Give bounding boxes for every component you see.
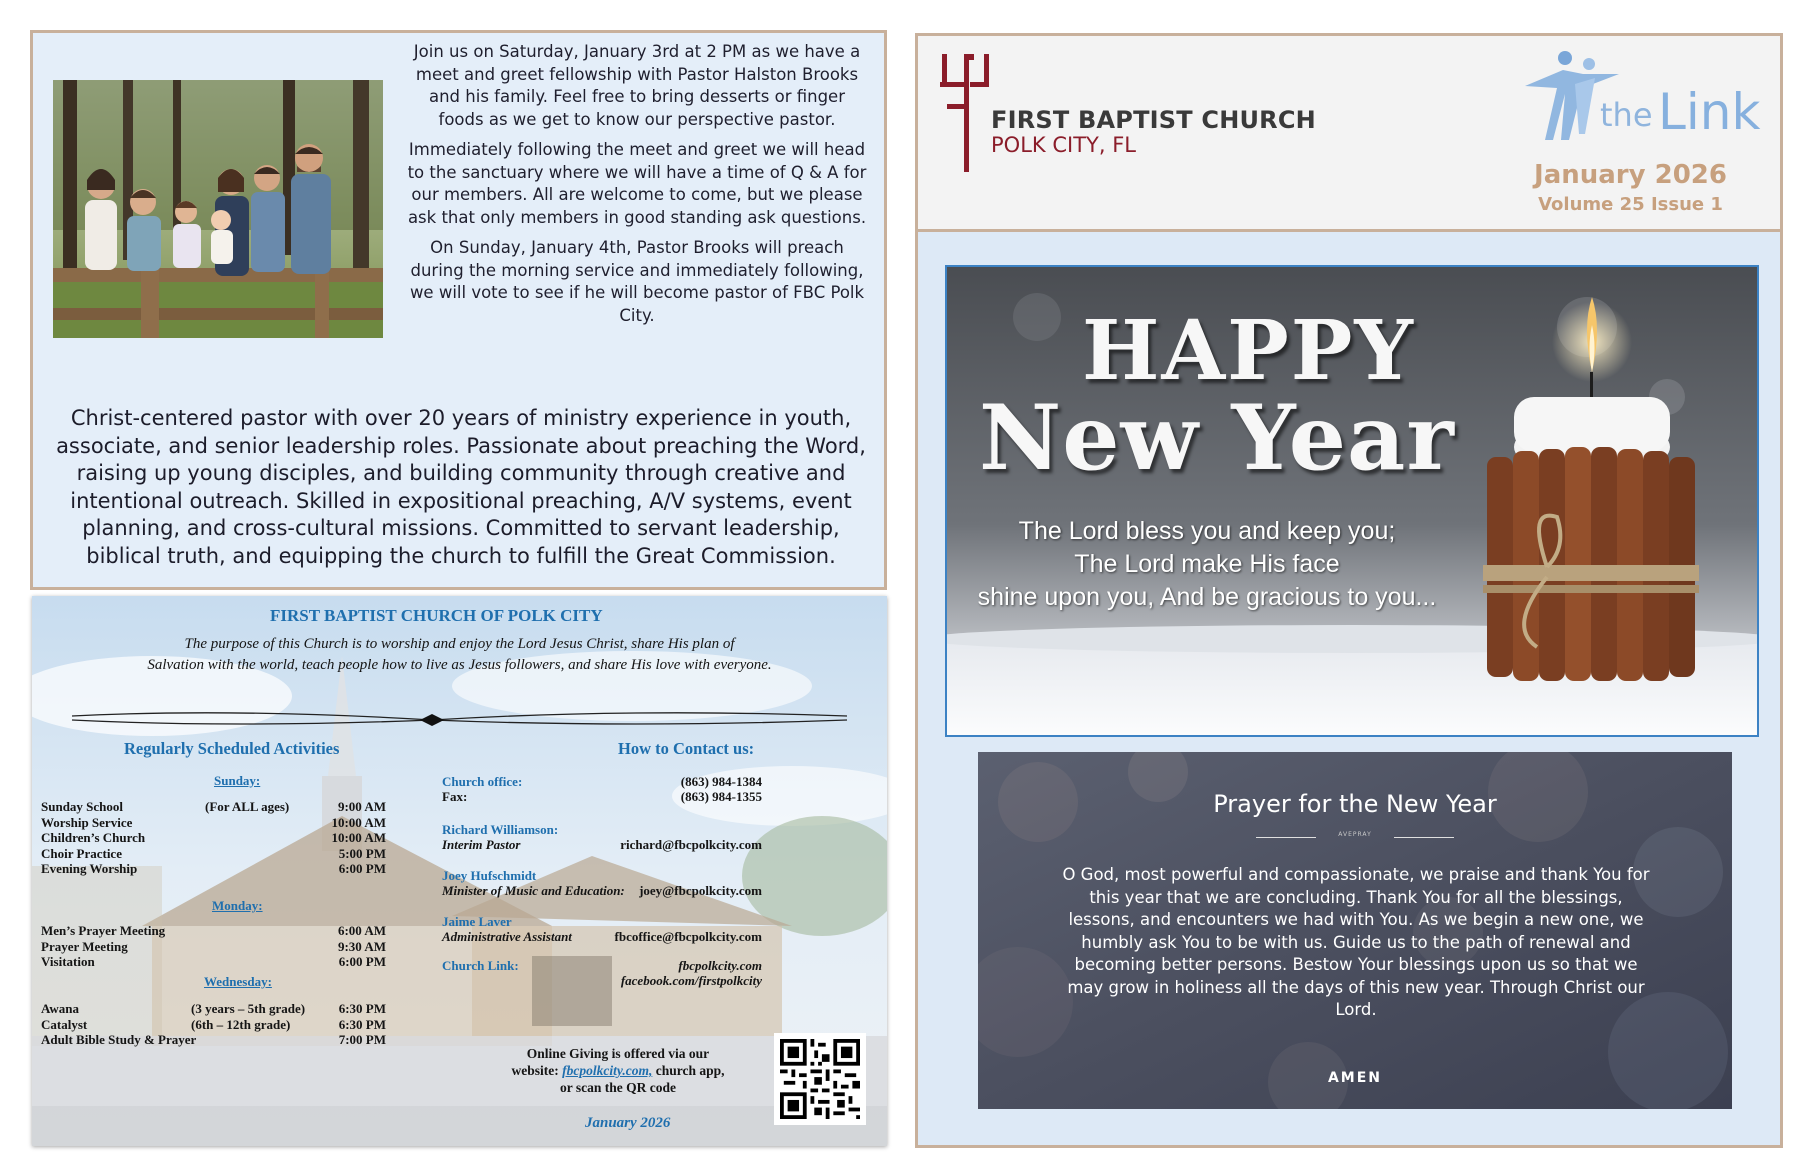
schedule-row: [41, 923, 386, 939]
person-name: Jaime Laver: [442, 914, 512, 929]
qr-code-icon: [780, 1039, 860, 1119]
pastor-bio: Christ-centered pastor with over 20 years of ministry experience in youth, associate, and senior leadership roles. Passionate about preaching the Word, raising up young disciples, and building community through creative and intentional outreach. Skilled in expositional preaching, A/V systems, event planning, and cross-cultural missions. Committed to servant leadership, biblical truth, and equipping the church to fulfill the Great Commission.: [56, 406, 866, 568]
sunday-schedule: [41, 799, 386, 877]
activity-note: (6th – 12th grade): [191, 1016, 291, 1032]
happy-heading: HAPPY: [1082, 303, 1415, 399]
activity-time: 9:00 AM: [337, 799, 386, 814]
activity-name: Sunday School: [41, 799, 124, 814]
issue-date: January 2026: [1534, 160, 1727, 190]
schedule-row: [41, 954, 386, 970]
prayer-amen: AMEN: [1327, 1070, 1383, 1086]
prayer-title: Prayer for the New Year: [1213, 790, 1497, 818]
giving-suffix: church app,: [652, 1063, 725, 1078]
activity-name: Prayer Meeting: [41, 938, 128, 954]
card-title: FIRST BAPTIST CHURCH OF POLK CITY: [270, 606, 603, 625]
activity-time: 7:00 PM: [338, 1032, 386, 1047]
activity-name: Children’s Church: [41, 830, 146, 845]
church-city: POLK CITY, FL: [991, 133, 1136, 157]
meet-and-greet-text: [405, 41, 869, 335]
activity-time: 6:00 PM: [338, 861, 386, 876]
activity-time: 6:00 PM: [338, 954, 386, 969]
schedule-row: [41, 1032, 386, 1048]
verse-line: shine upon you, And be gracious to you...: [977, 583, 1437, 611]
activity-name: Choir Practice: [41, 845, 122, 861]
verse-line: The Lord bless you and keep you;: [1018, 517, 1396, 545]
giving-line: [502, 1062, 734, 1079]
person-email[interactable]: joey@fbcpolkcity.com: [639, 883, 762, 898]
blessing-verse: [967, 515, 1447, 614]
sunday-heading: Sunday:: [214, 773, 261, 788]
contact-person: [442, 914, 762, 944]
giving-website-link[interactable]: fbcpolkcity.com,: [562, 1063, 653, 1078]
website-link[interactable]: fbcpolkcity.com: [678, 958, 762, 973]
monday-schedule: [41, 923, 386, 970]
activity-time: 10:00 AM: [331, 814, 386, 830]
welcome-paragraph: Immediately following the meet and greet we will head to the sanctuary where we will have a time of Q & A for our members. All are welcome to come, but we please ask that only members in good standing ask questions.: [407, 140, 867, 227]
schedule-row: [41, 939, 386, 955]
facebook-link[interactable]: facebook.com/firstpolkcity: [620, 973, 762, 988]
activity-time: 6:30 PM: [338, 1016, 386, 1032]
person-email[interactable]: fbcoffice@fbcpolkcity.com: [614, 929, 762, 944]
person-name: Richard Williamson:: [442, 822, 559, 837]
contact-row: [442, 774, 762, 789]
schedule-row: [41, 815, 386, 831]
contact-block: [442, 774, 762, 988]
masthead: [918, 36, 1780, 232]
family-photo-image: [53, 80, 383, 338]
church-name: FIRST BAPTIST CHURCH: [991, 106, 1316, 134]
schedule-row: [41, 1017, 386, 1033]
new-year-heading: New Year: [979, 385, 1455, 491]
prayer-divider-text: AVEPRAY: [1338, 831, 1372, 838]
schedule-row: [41, 799, 386, 815]
welcome-paragraph: On Sunday, January 4th, Pastor Brooks will preach during the morning service and immediately following, we will vote to see if he will become pastor of FBC Polk City.: [409, 238, 865, 325]
activity-name: Visitation: [41, 954, 95, 969]
fax-label: Fax:: [442, 789, 468, 804]
activity-time: 9:30 AM: [337, 938, 386, 954]
schedule-row: [41, 830, 386, 846]
brand-link: Link: [1658, 83, 1761, 141]
contact-person: [442, 822, 762, 852]
person-role: Minister of Music and Education:: [442, 883, 625, 898]
welcome-paragraph: Join us on Saturday, January 3rd at 2 PM as we have a meet and greet fellowship with Pastor Halston Brooks and his family. Feel free to bring desserts or finger foods as we get to know our perspective pastor.: [413, 42, 861, 129]
church-info-card: [32, 596, 887, 1146]
happy-new-year-card: [945, 265, 1759, 737]
activity-note: (3 years – 5th grade): [191, 1001, 306, 1016]
online-giving-note: [502, 1045, 734, 1096]
office-label: Church office:: [442, 774, 523, 789]
office-phone: (863) 984-1384: [680, 774, 762, 789]
activity-time: 5:00 PM: [338, 845, 386, 861]
activity-name: Worship Service: [41, 814, 133, 830]
prayer-text: O God, most powerful and compassionate, we praise and thank You for this year that we are concluding. Thank You for all the blessings, lessons, and encounters we had with You. As we begin a new one, we humbly ask You to be with us. Guide us to the path of renewal and becoming better persons. Bestow Your blessings upon us so that we may grow in holiness all the days of this new year. Through Christ our Lord.: [1062, 865, 1650, 1019]
activity-name: Awana: [41, 1001, 80, 1016]
family-photo: [53, 80, 383, 338]
activity-time: 6:30 PM: [338, 1001, 386, 1016]
church-purpose: [52, 634, 867, 676]
fax-phone: (863) 984-1355: [680, 789, 762, 804]
contact-row: [442, 789, 762, 804]
person-name: Joey Hufschmidt: [442, 868, 537, 883]
giving-prefix: website:: [511, 1063, 563, 1078]
monday-heading: Monday:: [212, 898, 263, 913]
cross-logo-icon: [940, 54, 992, 172]
card-footer-date: January 2026: [585, 1115, 671, 1131]
purpose-line: The purpose of this Church is to worship and enjoy the Lord Jesus Christ, share His plan of: [184, 636, 735, 652]
contact-heading: How to Contact us:: [618, 739, 755, 758]
wednesday-heading: Wednesday:: [204, 974, 272, 989]
schedule-row: [41, 1001, 386, 1017]
qr-code[interactable]: [774, 1033, 866, 1125]
purpose-line: Salvation with the world, teach people how to live as Jesus followers, and share His love with everyone.: [147, 657, 772, 673]
person-role: Interim Pastor: [442, 837, 521, 852]
wednesday-schedule: [41, 1001, 386, 1048]
newsletter-cover: [915, 33, 1783, 1148]
church-link-row: [442, 958, 762, 988]
person-email[interactable]: richard@fbcpolkcity.com: [620, 837, 762, 852]
verse-line: The Lord make His face: [1074, 550, 1340, 578]
schedule-row: [41, 846, 386, 862]
church-link-label: Church Link:: [442, 958, 519, 973]
activity-name: Catalyst: [41, 1016, 88, 1032]
activity-time: 6:00 AM: [337, 923, 386, 938]
giving-line: or scan the QR code: [560, 1080, 676, 1095]
contact-person: [442, 868, 762, 898]
pastor-announcement-panel: [30, 30, 887, 590]
schedule-row: [41, 861, 386, 877]
giving-line: Online Giving is offered via our: [526, 1046, 710, 1061]
activity-time: 10:00 AM: [331, 830, 386, 845]
activities-heading: Regularly Scheduled Activities: [124, 739, 340, 758]
person-role: Administrative Assistant: [442, 929, 572, 944]
activity-name: Evening Worship: [41, 861, 138, 876]
brand-the: the: [1600, 96, 1653, 134]
issue-volume: Volume 25 Issue 1: [1538, 194, 1723, 215]
new-year-prayer-card: [978, 752, 1732, 1109]
activity-name: Men’s Prayer Meeting: [41, 923, 166, 938]
sunday-note: (For ALL ages): [205, 799, 290, 814]
activity-name: Adult Bible Study & Prayer: [41, 1032, 197, 1047]
